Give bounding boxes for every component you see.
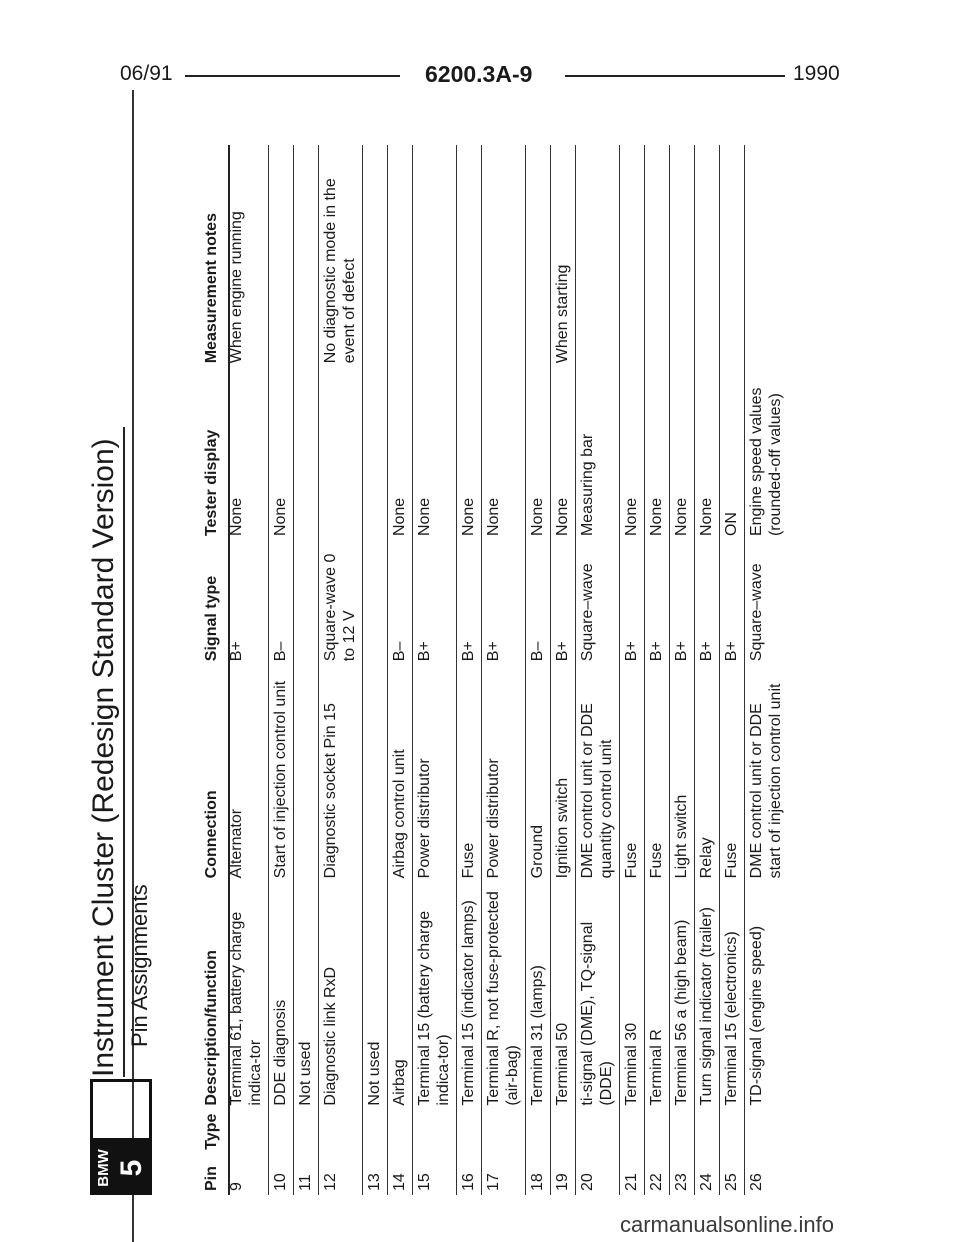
header-doc-number: 6200.3A-9 [425, 61, 533, 87]
watermark: carmanualsonline.info [620, 1212, 835, 1237]
cell-display [319, 367, 363, 540]
cell-notes [482, 145, 526, 367]
cell-type [269, 1110, 294, 1154]
col-header-type: Type [203, 1113, 220, 1150]
cell-type [457, 1110, 482, 1154]
cell-connection: Power distributor [413, 665, 457, 882]
cell-description: Not used [294, 882, 319, 1109]
cell-pin: 20 [576, 1154, 620, 1195]
header-date: 06/91 [120, 62, 173, 85]
logo-series: 5 [115, 1144, 149, 1192]
cell-signal: B+ [457, 540, 482, 665]
page-title: Instrument Cluster (Redesign Standard Version) [87, 438, 120, 1077]
cell-signal [294, 540, 319, 665]
cell-type [413, 1110, 457, 1154]
cell-display: None [695, 367, 720, 540]
cell-description: TD-signal (engine speed) [745, 882, 789, 1109]
cell-display: None [482, 367, 526, 540]
cell-pin: 10 [269, 1154, 294, 1195]
cell-signal: B+ [720, 540, 745, 665]
cell-notes [457, 145, 482, 367]
cell-type [576, 1110, 620, 1154]
cell-pin: 23 [670, 1154, 695, 1195]
cell-description: Terminal 50 [551, 882, 576, 1109]
cell-pin: 17 [482, 1154, 526, 1195]
cell-signal: Square–wave [576, 540, 620, 665]
cell-signal: B+ [695, 540, 720, 665]
cell-notes [413, 145, 457, 367]
col-header-connection: Connection [203, 790, 220, 879]
cell-notes: When engine running [228, 211, 245, 364]
cell-type [720, 1110, 745, 1154]
header-rule-right [565, 75, 785, 77]
col-header-pin: Pin [203, 1166, 220, 1191]
cell-signal: B+ [620, 540, 645, 665]
cell-description: Airbag [388, 882, 413, 1109]
cell-display: None [413, 367, 457, 540]
cell-display: None [526, 367, 551, 540]
title-block [86, 427, 155, 1077]
cell-notes [363, 145, 388, 367]
cell-pin: 11 [294, 1154, 319, 1195]
cell-description: Terminal 15 (battery charge indica-tor) [413, 882, 457, 1109]
cell-connection: Fuse [620, 665, 645, 882]
cell-signal: Square–wave [745, 540, 789, 665]
bmw-logo-box [90, 1141, 152, 1195]
cell-connection: DME control unit or DDE start of injection control unit [745, 665, 789, 882]
cell-connection: Relay [695, 665, 720, 882]
cell-description: Diagnostic link RxD [319, 882, 363, 1109]
cell-type [620, 1110, 645, 1154]
cell-type [294, 1110, 319, 1154]
page-subtitle: Pin Assignments [127, 884, 152, 1047]
table-row [745, 145, 789, 1195]
cell-description: ti-signal (DME), TQ-signal (DDE) [576, 882, 620, 1109]
cell-notes [620, 145, 645, 367]
cell-connection: Power distributor [482, 665, 526, 882]
cell-pin: 14 [388, 1154, 413, 1195]
table-row [620, 145, 645, 1195]
cell-display: None [228, 497, 245, 537]
cell-notes [526, 145, 551, 367]
cell-display: None [670, 367, 695, 540]
table-row [457, 145, 482, 1195]
cell-signal: B+ [645, 540, 670, 665]
table-row [482, 145, 526, 1195]
table-row [269, 145, 294, 1195]
cell-signal: B+ [228, 641, 245, 662]
header-rule-left [185, 75, 400, 77]
logo-empty-box [90, 1079, 152, 1141]
cell-type [526, 1110, 551, 1154]
cell-type [482, 1110, 526, 1154]
cell-connection: Ground [526, 665, 551, 882]
cell-notes [576, 145, 620, 367]
cell-description: Terminal 56 a (high beam) [670, 882, 695, 1109]
cell-notes [294, 145, 319, 367]
cell-notes [670, 145, 695, 367]
cell-pin: 22 [645, 1154, 670, 1195]
rotated-content [87, 135, 830, 1195]
cell-type [645, 1110, 670, 1154]
cell-pin: 19 [551, 1154, 576, 1195]
col-header-display: Tester display [203, 429, 220, 537]
logo-brand: BMW [93, 1144, 115, 1192]
cell-notes [388, 145, 413, 367]
table-row [551, 145, 576, 1195]
table-header-row [200, 145, 225, 1195]
cell-connection: Diagnostic socket Pin 15 [319, 665, 363, 882]
cell-pin: 24 [695, 1154, 720, 1195]
cell-connection: Fuse [457, 665, 482, 882]
table-row [720, 145, 745, 1195]
header-year: 1990 [793, 62, 840, 85]
cell-display: Engine speed values (rounded-off values) [745, 367, 789, 540]
cell-connection: DME control unit or DDE quantity control unit [576, 665, 620, 882]
header-separator [228, 145, 230, 1195]
cell-connection: Start of injection control unit [269, 665, 294, 882]
cell-description: Terminal 61, battery charge indica-tor [228, 911, 264, 1106]
cell-pin: 13 [363, 1154, 388, 1195]
cell-type [388, 1110, 413, 1154]
cell-display: None [269, 367, 294, 540]
cell-type [319, 1110, 363, 1154]
cell-pin: 18 [526, 1154, 551, 1195]
cell-signal [363, 540, 388, 665]
cell-signal: B+ [482, 540, 526, 665]
cell-pin: 9 [228, 1182, 245, 1191]
cell-description: Terminal 15 (indicator lamps) [457, 882, 482, 1109]
cell-type [745, 1110, 789, 1154]
cell-description: Turn signal indicator (trailer) [695, 882, 720, 1109]
table-row [526, 145, 551, 1195]
cell-type [363, 1110, 388, 1154]
cell-display [363, 367, 388, 540]
cell-description: Terminal 30 [620, 882, 645, 1109]
table-row [695, 145, 720, 1195]
cell-type [695, 1110, 720, 1154]
cell-notes [269, 145, 294, 367]
cell-connection [363, 665, 388, 882]
cell-notes [720, 145, 745, 367]
cell-notes [645, 145, 670, 367]
cell-pin: 15 [413, 1154, 457, 1195]
cell-type [670, 1110, 695, 1154]
cell-signal: B– [388, 540, 413, 665]
cell-connection [294, 665, 319, 882]
cell-pin: 12 [319, 1154, 363, 1195]
table-row [576, 145, 620, 1195]
table-row [645, 145, 670, 1195]
cell-signal: B+ [413, 540, 457, 665]
cell-connection: Light switch [670, 665, 695, 882]
table-row [413, 145, 457, 1195]
cell-signal: B– [269, 540, 294, 665]
cell-pin: 21 [620, 1154, 645, 1195]
cell-connection: Alternator [228, 808, 245, 879]
cell-display: None [551, 367, 576, 540]
cell-signal: B+ [670, 540, 695, 665]
cell-connection: Airbag control unit [388, 665, 413, 882]
cell-description: Terminal R [645, 882, 670, 1109]
cell-type [225, 1110, 269, 1154]
cell-pin: 25 [720, 1154, 745, 1195]
cell-pin: 16 [457, 1154, 482, 1195]
cell-signal: B– [526, 540, 551, 665]
cell-signal: Square-wave 0 to 12 V [319, 540, 363, 665]
pin-assignment-table [200, 145, 788, 1195]
cell-description: Not used [363, 882, 388, 1109]
table-row [225, 145, 269, 1195]
cell-notes: When starting [551, 145, 576, 367]
cell-notes [695, 145, 720, 367]
cell-display: ON [720, 367, 745, 540]
cell-description: Terminal 31 (lamps) [526, 882, 551, 1109]
cell-connection: Fuse [720, 665, 745, 882]
bmw-series-logo [90, 1075, 190, 1195]
cell-pin: 26 [745, 1154, 789, 1195]
cell-connection: Fuse [645, 665, 670, 882]
cell-signal: B+ [551, 540, 576, 665]
cell-description: Terminal R, not fuse-protected (air-bag) [482, 882, 526, 1109]
table-row [363, 145, 388, 1195]
col-header-signal: Signal type [203, 575, 220, 662]
table-row [388, 145, 413, 1195]
cell-type [551, 1110, 576, 1154]
cell-display: Measuring bar [576, 367, 620, 540]
cell-notes: No diagnostic mode in the event of defect [319, 145, 363, 367]
table-row [319, 145, 363, 1195]
cell-display: None [645, 367, 670, 540]
table-body [225, 145, 788, 1195]
cell-connection: Ignition switch [551, 665, 576, 882]
cell-display: None [388, 367, 413, 540]
cell-display: None [457, 367, 482, 540]
col-header-notes: Measurement notes [203, 213, 220, 364]
col-header-description: Description/function [203, 950, 220, 1106]
cell-display [294, 367, 319, 540]
cell-display: None [620, 367, 645, 540]
table-row [670, 145, 695, 1195]
cell-description: Terminal 15 (electronics) [720, 882, 745, 1109]
cell-notes [745, 145, 789, 367]
cell-description: DDE diagnosis [269, 882, 294, 1109]
table-row [294, 145, 319, 1195]
